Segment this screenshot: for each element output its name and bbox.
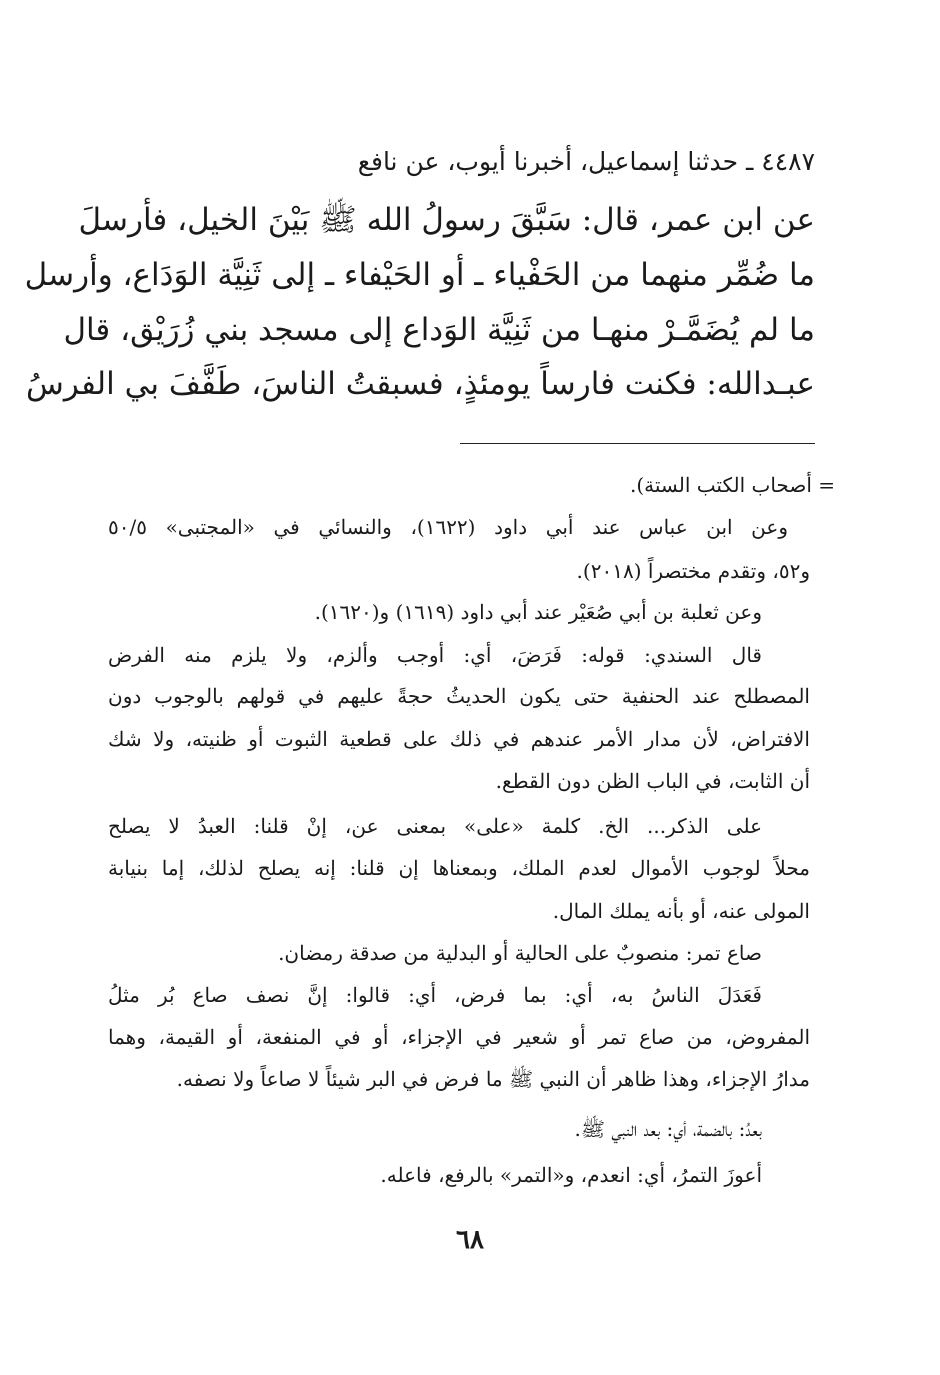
hadith-line-1: ٤٤٨٧ ـ حدثنا إسماعيل، أخبرنا أيوب، عن نافع [357,147,815,176]
note-line-11: المولى عنه، أو بأنه يملك المال. [552,899,810,923]
note-line-9: على الذكر... الخ. كلمة «على» بمعنى عن، إنْ قلنا: العبدُ لا يصلح [108,814,762,838]
note-line-7: الافتراض، لأن مدار الأمر عندهم في ذلك على قطعية الثبوت أو ظنيته، ولا شك [108,727,810,751]
note-line-5: قال السندي: قوله: فَرَضَ، أي: أوجب وألزم، ولا يلزم منه الفرض [108,643,762,667]
note-line-8: أن الثابت، في الباب الظن دون القطع. [495,769,810,793]
note-line-6: المصطلح عند الحنفية حتى يكون الحديثُ حجةً عليهم في قولهم بالوجوب دون [108,684,810,708]
note-line-13: فَعَدَلَ الناسُ به، أي: بما فرض، أي: قالوا: إنَّ نصف صاع بُر مثلُ [108,983,762,1007]
footnote-separator [460,443,815,444]
note-line-2: وعن ابن عباس عند أبي داود (١٦٢٢)، والنسائي في «المجتبى» ٥٠/٥ [108,515,788,539]
note-line-1: = أصحاب الكتب الستة). [630,473,835,497]
page-number: ٦٨ [456,1225,484,1255]
hadith-line-2: عن ابن عمر، قال: سَبَّقَ رسولُ الله ﷺ بَيْنَ الخيل، فأرسلَ [78,202,815,238]
hadith-line-3: ما ضُمِّر منهما من الحَفْياء ـ أو الحَيْفاء ـ إلى ثَنِيَّة الوَدَاع، وأرسل [24,257,815,293]
note-line-14: المفروض، من صاع تمر أو شعير في الإجزاء، أو في المنفعة، أو القيمة، وهما [108,1025,810,1049]
note-line-17: أعوزَ التمرُ، أي: انعدم، و«التمر» بالرفع، فاعله. [380,1163,762,1187]
note-line-12: صاع تمر: منصوبٌ على الحالية أو البدلية من صدقة رمضان. [278,941,762,965]
note-line-3: و٥٢، وتقدم مختصراً (٢٠١٨). [576,559,810,583]
hadith-line-5: عبـدالله: فكنت فارساً يومئذٍ، فسبقتُ الناسَ، طَفَّفَ بي الفرسُ [26,366,815,402]
note-line-15: مدارُ الإجزاء، وهذا ظاهر أن النبي ﷺ ما فرض في البر شيئاً لا صاعاً ولا نصفه. [176,1067,810,1091]
hadith-line-4: ما لم يُضَمَّـرْ منهـا من ثَنِيَّة الوَداع إلى مسجد بني زُرَيْق، قال [63,312,815,348]
note-line-10: محلاً لوجوب الأموال لعدم الملك، وبمعناها إن قلنا: إنه يصلح لذلك، إما بنيابة [108,856,810,880]
note-line-16: بعدُ: بالضمة، أي: بعد النبي ﷺ. [574,1117,762,1141]
note-line-4: وعن ثعلبة بن أبي صُعَيْر عند أبي داود (١٦١٩) و(١٦٢٠). [314,600,762,624]
